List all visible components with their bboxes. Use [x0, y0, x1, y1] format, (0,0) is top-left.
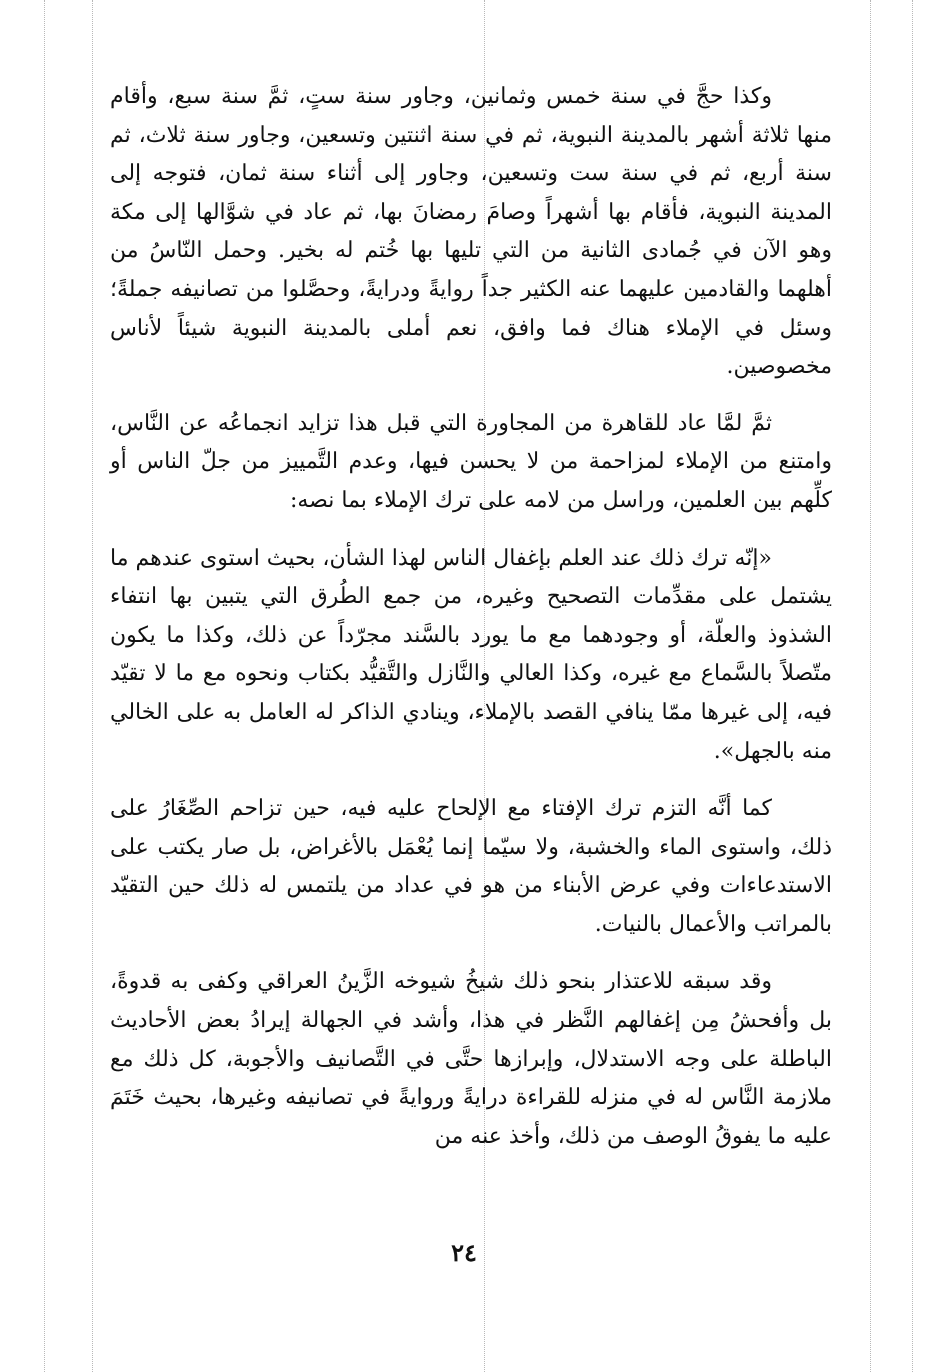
scan-guide-line	[92, 0, 93, 1372]
paragraph-5: وقد سبقه للاعتذار بنحو ذلك شيخُ شيوخه الزَّينُ العراقي وكفى به قدوةً، بل وأفحشُ مِن إغفالهم النَّظر في هذا، وأشد في الجهالة إيرادُ بعض الأحاديث الباطلة على وجه الاستدلال، وإبرازها حتَّى في التَّصانيف والأجوبة، كل ذلك مع ملازمة النَّاس له في منزله للقراءة درايةً وروايةً في تصانيفه وغيرها، بحيث خَتَمَ عليه ما يفوقُ الوصف من ذلك، وأخذ عنه من	[110, 969, 832, 1149]
body-text	[110, 78, 832, 1156]
paragraph-1: وكذا حجَّ في سنة خمس وثمانين، وجاور سنة ستٍ، ثمَّ سنة سبع، وأقام منها ثلاثة أشهر بالمدينة النبوية، ثم في سنة اثنتين وتسعين، وجاور سنة ثلاث، ثم سنة أربع، ثم في سنة ست وتسعين، وجاور إلى أثناء سنة ثمان، فتوجه إلى المدينة النبوية، فأقام بها أشهراً وصامَ رمضانَ بها، ثم عاد في شوَّالها إلى مكة وهو الآن في جُمادى الثانية من التي تليها بها خُتم له بخير. وحمل النّاسُ من أهلهما والقادمين عليهما عنه الكثير جداً روايةً ودرايةً، وحصَّلوا من تصانيفه جملةً؛ وسئل في الإملاء هناك فما وافق، نعم أملى بالمدينة النبوية شيئاً لأناس مخصوصين.	[110, 84, 832, 380]
scan-guide-line	[912, 0, 913, 1372]
scan-guide-line	[870, 0, 871, 1372]
paragraph-2: ثمَّ لمَّا عاد للقاهرة من المجاورة التي قبل هذا تزايد انجماعُه عن النَّاس، وامتنع من الإملاء لمزاحمة من لا يحسن فيها، وعدم التَّمييز من جلّ الناس أو كلِّهم بين العلمين، وراسل من لامه على ترك الإملاء بما نصه:	[110, 410, 832, 513]
paragraph-4: كما أنَّه التزم ترك الإفتاء مع الإلحاح عليه فيه، حين تزاحم الصِّغَارُ على ذلك، واستوى الماء والخشبة، ولا سيّما إنما يُعْمَل بالأغراض، بل صار يكتب على الاستدعاءات وفي عرض الأبناء من هو في عداد من يلتمس له ذلك حين التقيّد بالمراتب والأعمال بالنيات.	[110, 796, 832, 937]
scan-guide-line	[44, 0, 45, 1372]
page-number: ٢٤	[451, 1238, 477, 1267]
paragraph-3-quotation: «إنّه ترك ذلك عند العلم بإغفال الناس لهذا الشأن، بحيث استوى عندهم ما يشتمل على مقدِّمات التصحيح وغيره، من جمع الطُرق التي يتبين بها انتفاء الشذوذ والعلّة، أو وجودهما مع ما يورد بالسَّند مجرّداً عن ذلك، وكذا ما يكون متّصلاً بالسَّماع مع غيره، وكذا العالي والنَّازل والتَّقيُّد بكتاب ونحوه مع ما لا تقيّد فيه، إلى غيرها ممّا ينافي القصد بالإملاء، وينادي الذاكر له العامل به على الخالي منه بالجهل».	[110, 545, 833, 764]
